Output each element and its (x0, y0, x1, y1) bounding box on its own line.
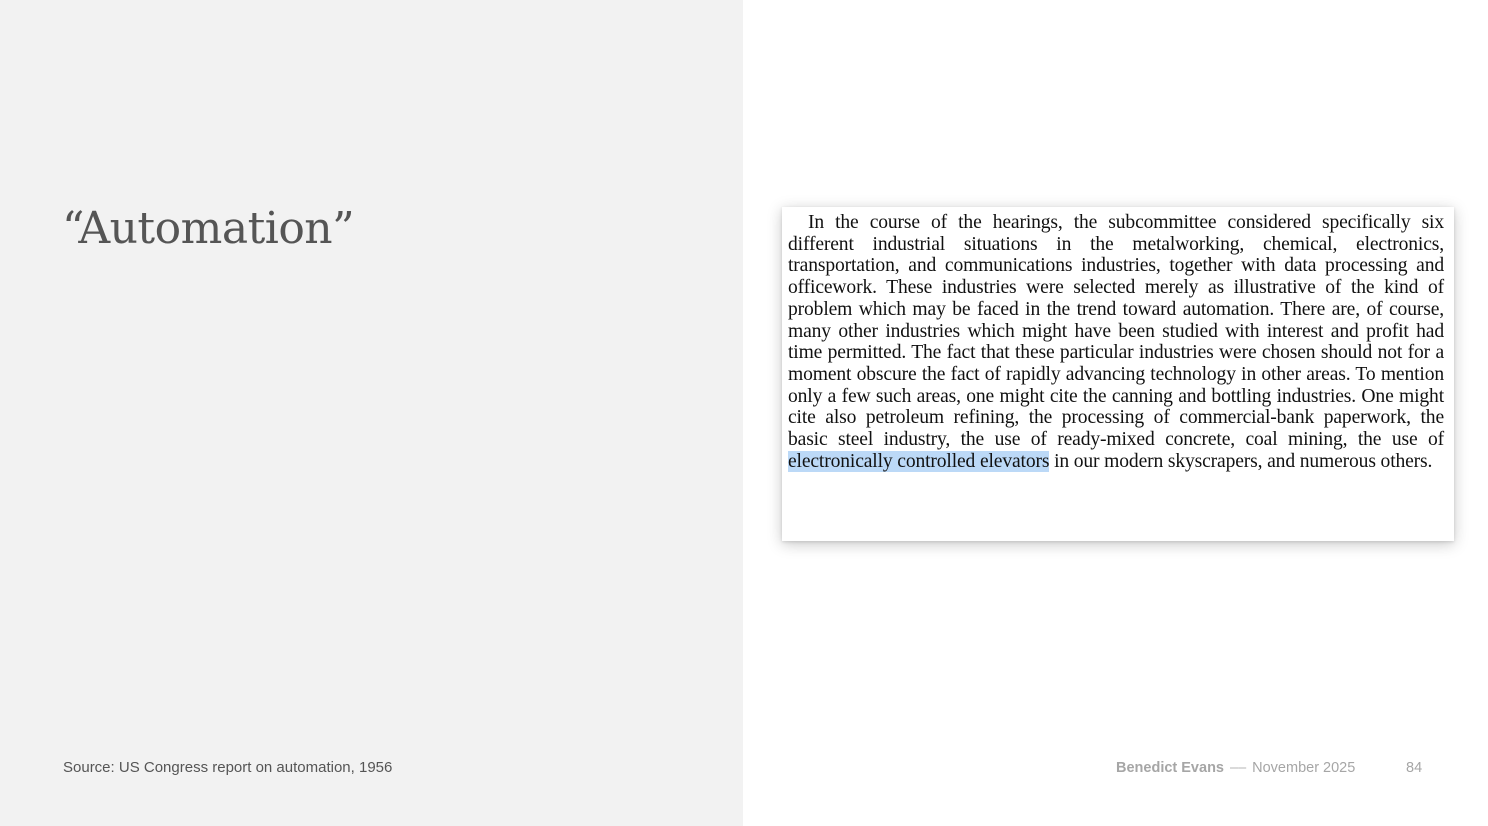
document-excerpt-image (782, 207, 1454, 541)
footer-date: November 2025 (1252, 760, 1356, 776)
excerpt-text-before: In the course of the hearings, the subcommittee considered specifically six different industrial situations in the metalworking, chemical, electronics, transportation, and communications industries, together with data processing and officework. These industries were selected merely as illustrative of the kind of problem which may be faced in the trend toward automation. There are, of course, many other industries which might have been studied with interest and profit had time permitted. The fact that these particular industries were chosen should not for a moment obscure the fact of rapidly advancing technology in other areas. To mention only a few such areas, one might cite the canning and bottling industries. One might cite also petroleum refining, the processing of commercial-bank paperwork, the basic steel industry, the use of ready-mixed concrete, coal mining, the use of (788, 212, 1444, 451)
excerpt-text-after: in our modern skyscrapers, and numerous others. (1049, 450, 1433, 472)
left-panel (0, 0, 743, 826)
slide-footer (1116, 760, 1423, 776)
scan-cut-edge (782, 536, 1454, 541)
excerpt-highlight: electronically controlled elevators (788, 450, 1050, 472)
page-number: 84 (1406, 760, 1423, 776)
excerpt-paragraph (788, 212, 1444, 472)
footer-author: Benedict Evans (1116, 760, 1224, 776)
slide-title: “Automation” (62, 203, 355, 254)
source-caption: Source: US Congress report on automation, 1956 (63, 759, 393, 776)
footer-separator: –– (1230, 760, 1247, 776)
